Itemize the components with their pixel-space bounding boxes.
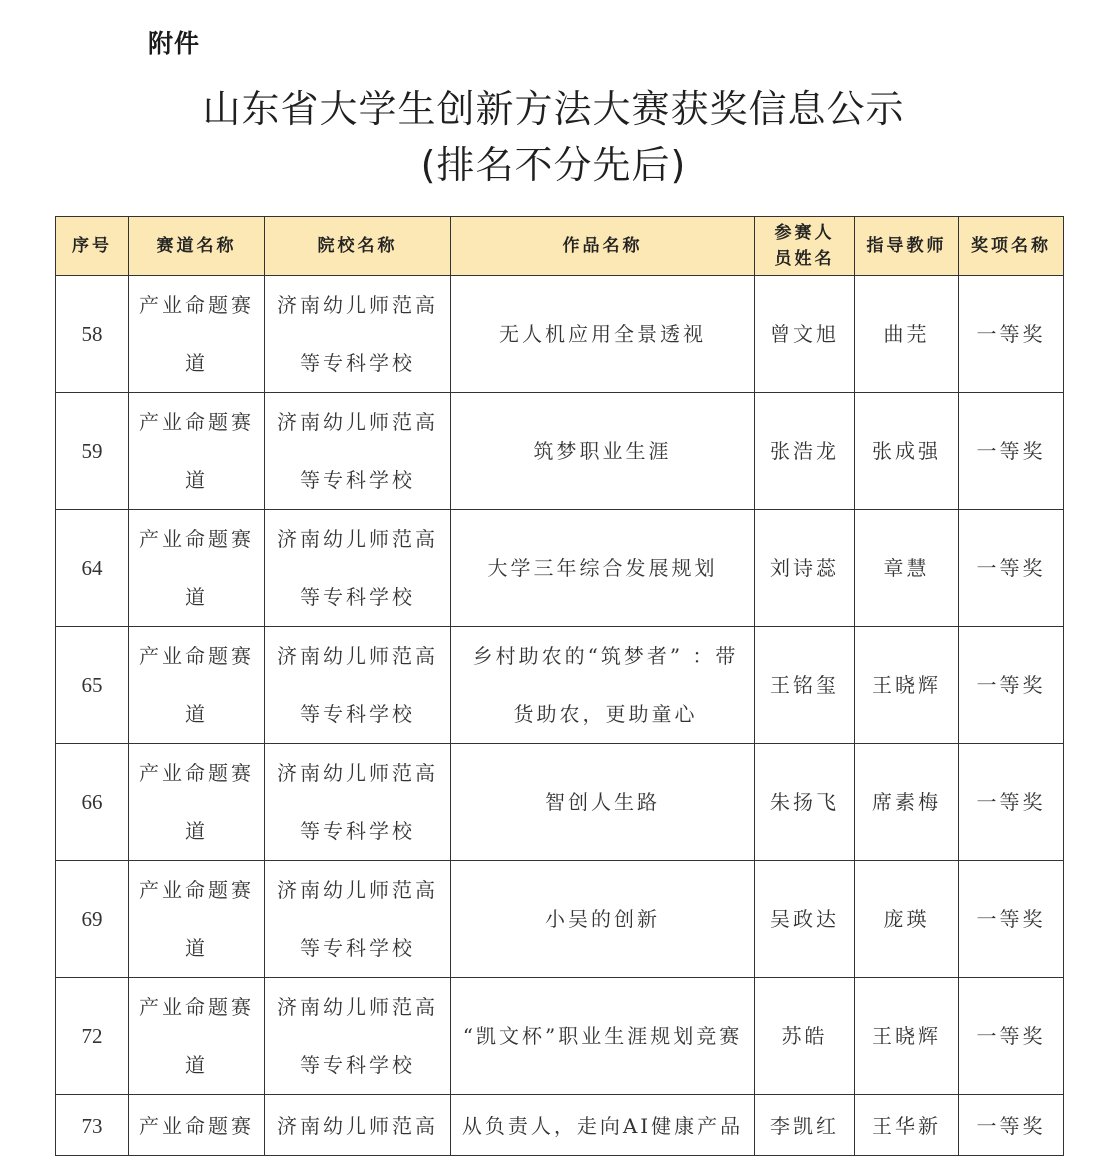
row-track: 产业命题赛 (129, 1095, 265, 1156)
table-row (56, 276, 1064, 393)
table-row (56, 861, 1064, 978)
row-work: 小吴的创新 (451, 861, 755, 978)
column-header-award: 奖项名称 (959, 217, 1064, 276)
row-track: 产业命题赛道 (129, 393, 265, 510)
row-participant: 张浩龙 (755, 393, 855, 510)
row-teacher: 章慧 (855, 510, 959, 627)
row-work: “凯文杯”职业生涯规划竞赛 (451, 978, 755, 1095)
row-work: 无人机应用全景透视 (451, 276, 755, 393)
row-participant: 王铭玺 (755, 627, 855, 744)
row-track: 产业命题赛道 (129, 276, 265, 393)
table-header-row (56, 217, 1064, 276)
column-header-school: 院校名称 (265, 217, 451, 276)
table-row (56, 978, 1064, 1095)
row-no: 69 (56, 861, 129, 978)
page-subtitle: (排名不分先后) (420, 143, 687, 187)
row-school: 济南幼儿师范高等专科学校 (265, 627, 451, 744)
row-work: 筑梦职业生涯 (451, 393, 755, 510)
row-participant: 苏皓 (755, 978, 855, 1095)
table-row (56, 744, 1064, 861)
row-track: 产业命题赛道 (129, 978, 265, 1095)
row-participant: 刘诗蕊 (755, 510, 855, 627)
column-header-teacher: 指导教师 (855, 217, 959, 276)
row-no: 66 (56, 744, 129, 861)
row-no: 72 (56, 978, 129, 1095)
row-school: 济南幼儿师范高等专科学校 (265, 510, 451, 627)
row-school: 济南幼儿师范高等专科学校 (265, 978, 451, 1095)
column-header-participant-label: 参赛人员姓名 (774, 223, 835, 269)
column-header-track: 赛道名称 (129, 217, 265, 276)
row-no: 64 (56, 510, 129, 627)
awards-table (55, 216, 1064, 1156)
table-row (56, 510, 1064, 627)
attachment-label: 附件 (148, 29, 201, 58)
row-no: 58 (56, 276, 129, 393)
row-work: 从负责人，走向AI健康产品 (451, 1095, 755, 1156)
row-track: 产业命题赛道 (129, 510, 265, 627)
row-work: 乡村助农的“筑梦者” ：带货助农，更助童心 (451, 627, 755, 744)
row-award: 一等奖 (959, 861, 1064, 978)
row-award: 一等奖 (959, 627, 1064, 744)
row-participant: 朱扬飞 (755, 744, 855, 861)
row-track: 产业命题赛道 (129, 861, 265, 978)
row-teacher: 张成强 (855, 393, 959, 510)
row-track: 产业命题赛道 (129, 627, 265, 744)
row-participant: 李凯红 (755, 1095, 855, 1156)
row-teacher: 王华新 (855, 1095, 959, 1156)
row-award: 一等奖 (959, 744, 1064, 861)
row-school: 济南幼儿师范高 (265, 1095, 451, 1156)
column-header-no: 序号 (56, 217, 129, 276)
column-header-participant (755, 217, 855, 276)
row-school: 济南幼儿师范高等专科学校 (265, 744, 451, 861)
page-title: 山东省大学生创新方法大赛获奖信息公示 (202, 87, 905, 131)
row-school: 济南幼儿师范高等专科学校 (265, 861, 451, 978)
row-no: 59 (56, 393, 129, 510)
column-header-work: 作品名称 (451, 217, 755, 276)
table-row (56, 1095, 1064, 1156)
row-participant: 曾文旭 (755, 276, 855, 393)
row-teacher: 王晓辉 (855, 627, 959, 744)
row-teacher: 王晓辉 (855, 978, 959, 1095)
row-award: 一等奖 (959, 1095, 1064, 1156)
row-no: 73 (56, 1095, 129, 1156)
table-row (56, 627, 1064, 744)
row-teacher: 庞瑛 (855, 861, 959, 978)
row-teacher: 曲芫 (855, 276, 959, 393)
row-teacher: 席素梅 (855, 744, 959, 861)
table-row (56, 393, 1064, 510)
row-work: 智创人生路 (451, 744, 755, 861)
row-work: 大学三年综合发展规划 (451, 510, 755, 627)
row-school: 济南幼儿师范高等专科学校 (265, 393, 451, 510)
row-participant: 吴政达 (755, 861, 855, 978)
row-award: 一等奖 (959, 393, 1064, 510)
row-no: 65 (56, 627, 129, 744)
row-award: 一等奖 (959, 510, 1064, 627)
row-award: 一等奖 (959, 276, 1064, 393)
row-school: 济南幼儿师范高等专科学校 (265, 276, 451, 393)
row-award: 一等奖 (959, 978, 1064, 1095)
row-track: 产业命题赛道 (129, 744, 265, 861)
